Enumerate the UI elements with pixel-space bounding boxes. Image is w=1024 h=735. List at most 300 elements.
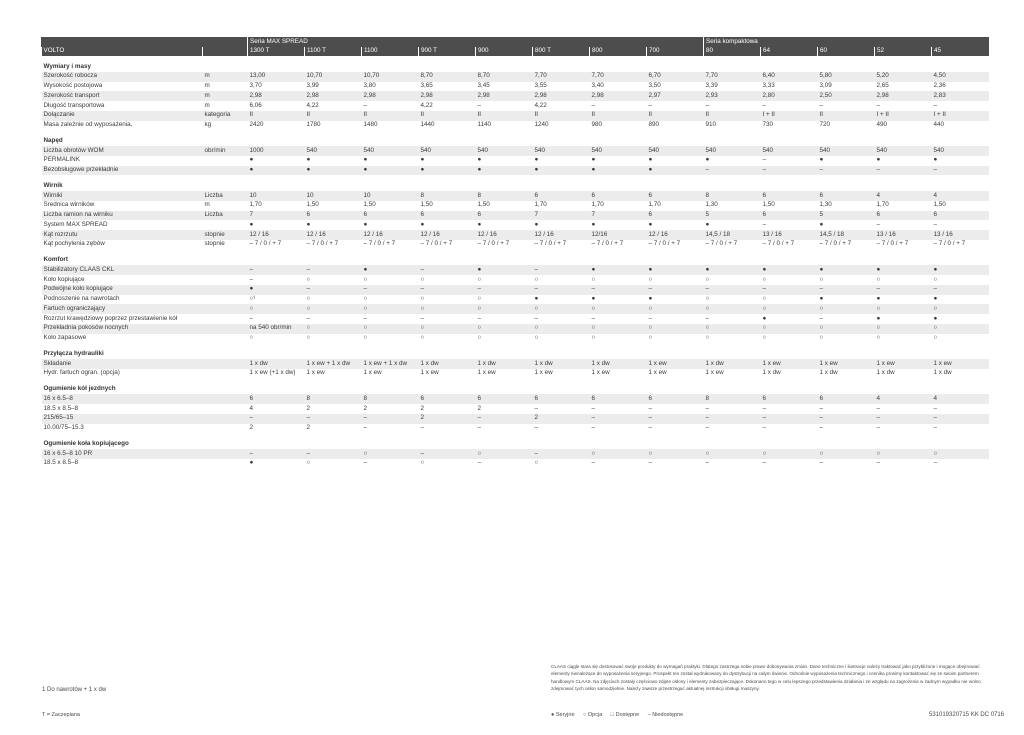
disclaimer: CLAAS ciągle stara się dostosować swoje produkty do wymagań praktyki. Dlatego zastrzega sobie prawo dokonywania zmian. Dane techniczne i ilustracje należy traktować jako przybliżone i mogące obejmować elementy nienależące do wyposażenia seryjnego. Prospekt ten został wydrukowany do dystrybucji na całym świecie. Odnośnie wyposażenia technicznego i cennika prosimy kontaktować się ze swoim partnerem handlowym CLAAS. Na zdjęciach zostały częściowo zdjęte osłony i elementy zabezpieczające. Dokonano tego w celu lepszego przedstawienia działania i ze względu na zagrożenia w żadnym wypadku nie wolno zdejmować tych osłon samodzielnie. Należy zawsze przestrzegać aktualnej instrukcji obsługi maszyny. <box>551 664 981 692</box>
row-value: 720 <box>818 121 875 131</box>
row-value: ● <box>875 156 932 166</box>
row-value: ○ <box>590 334 647 344</box>
row-value: 1 x ew <box>932 359 989 369</box>
row-value: ○ <box>761 449 818 459</box>
table-row <box>42 111 989 121</box>
row-unit <box>203 295 248 305</box>
footnote: 1 Do nawrotów + 1 x dw <box>42 687 107 693</box>
row-value: ○ <box>647 334 704 344</box>
row-value: 890 <box>647 121 704 131</box>
model-header: 60 <box>818 47 875 57</box>
row-value: 2,98 <box>590 91 647 101</box>
row-value: – 7 / 0 / + 7 <box>362 240 419 250</box>
model-header: 1300 T <box>248 47 305 57</box>
row-value: 540 <box>647 146 704 156</box>
row-value: 6 <box>647 191 704 201</box>
row-value: 1 x dw <box>590 359 647 369</box>
row-value: 6 <box>305 211 362 221</box>
row-value: ● <box>932 314 989 324</box>
row-unit: m <box>203 72 248 82</box>
row-value: ○ <box>476 304 533 314</box>
row-value: ○ <box>932 275 989 285</box>
row-value: 12 / 16 <box>476 230 533 240</box>
table-row <box>42 285 989 295</box>
row-value: 6 <box>476 211 533 221</box>
row-value: ● <box>932 265 989 275</box>
row-value: 4 <box>932 394 989 404</box>
row-value: ● <box>419 220 476 230</box>
row-value: 910 <box>704 121 761 131</box>
row-value: II <box>419 111 476 121</box>
row-value: – 7 / 0 / + 7 <box>590 240 647 250</box>
row-value: ○ <box>932 304 989 314</box>
row-value: 1 x ew + 1 x dw <box>362 359 419 369</box>
row-value: 1,50 <box>932 201 989 211</box>
row-value: 7,70 <box>590 72 647 82</box>
row-value: ● <box>761 265 818 275</box>
row-value: 6 <box>761 211 818 221</box>
section-title-row <box>42 349 989 359</box>
row-value: ○ <box>419 324 476 334</box>
table-row <box>42 324 989 334</box>
row-value: 3,09 <box>818 82 875 92</box>
row-value: na 540 obr/min <box>248 324 305 334</box>
row-value: – <box>248 275 305 285</box>
row-value: 1 x ew <box>704 369 761 379</box>
row-unit <box>203 359 248 369</box>
row-value: ○ <box>305 324 362 334</box>
row-value: 2420 <box>248 121 305 131</box>
row-value: 1 x dw <box>476 359 533 369</box>
row-value: 1,50 <box>761 201 818 211</box>
row-unit <box>203 369 248 379</box>
row-value: ● <box>818 295 875 305</box>
row-value: ● <box>533 166 590 176</box>
row-value: – <box>533 314 590 324</box>
row-value: 730 <box>761 121 818 131</box>
row-value: 1480 <box>362 121 419 131</box>
row-value: 3,39 <box>704 82 761 92</box>
row-value: 540 <box>305 146 362 156</box>
row-value: 7,70 <box>704 72 761 82</box>
row-value: II <box>647 111 704 121</box>
row-value: ○ <box>362 324 419 334</box>
row-value: ○ <box>590 324 647 334</box>
row-value: – <box>305 265 362 275</box>
row-value: 1240 <box>533 121 590 131</box>
row-value: 13 / 16 <box>875 230 932 240</box>
row-value: 12/16 <box>590 230 647 240</box>
model-header: 700 <box>647 47 704 57</box>
row-value: 1,50 <box>476 201 533 211</box>
row-value: ● <box>533 220 590 230</box>
table-row <box>42 201 989 211</box>
row-value: 5 <box>704 211 761 221</box>
series-header-row <box>42 37 989 47</box>
row-value: ○ <box>476 275 533 285</box>
row-value: 6 <box>647 394 704 404</box>
row-value: – <box>590 101 647 111</box>
row-value: 6 <box>761 191 818 201</box>
row-value: – <box>704 424 761 434</box>
row-value: – <box>476 285 533 295</box>
row-value: ● <box>647 166 704 176</box>
row-value: ○ <box>419 275 476 285</box>
row-value: – <box>248 314 305 324</box>
row-value: ○ <box>875 304 932 314</box>
row-value: ○ <box>590 304 647 314</box>
table-row <box>42 211 989 221</box>
row-value: – <box>419 285 476 295</box>
row-unit <box>203 265 248 275</box>
row-value: – <box>647 404 704 414</box>
row-value: 540 <box>875 146 932 156</box>
row-label: 16 x 6.5–8 10 PR <box>42 449 203 459</box>
row-value: 6 <box>419 394 476 404</box>
row-value: – <box>932 424 989 434</box>
row-value: ● <box>305 156 362 166</box>
row-value: 4,22 <box>419 101 476 111</box>
row-value: 6 <box>590 191 647 201</box>
row-value: 8 <box>362 394 419 404</box>
row-value: – <box>875 101 932 111</box>
row-value: – <box>533 449 590 459</box>
row-value: – 7 / 0 / + 7 <box>533 240 590 250</box>
row-value: – <box>761 424 818 434</box>
row-value: 10,70 <box>305 72 362 82</box>
row-label: Przekładnia pokosów nocnych <box>42 324 203 334</box>
row-value: 6,70 <box>647 72 704 82</box>
row-value: – <box>419 424 476 434</box>
row-value: – <box>533 285 590 295</box>
table-row <box>42 295 989 305</box>
row-value: ○ <box>761 295 818 305</box>
row-value: ○ <box>818 324 875 334</box>
row-unit: m <box>203 201 248 211</box>
row-value: 2 <box>305 404 362 414</box>
model-header: 1100 T <box>305 47 362 57</box>
series-kompakt: Seria kompaktowa <box>704 37 989 47</box>
row-value: ○ <box>362 295 419 305</box>
row-value: 8 <box>305 394 362 404</box>
row-label: 215/65–15 <box>42 414 203 424</box>
row-value: 1,50 <box>362 201 419 211</box>
row-value: ● <box>419 166 476 176</box>
row-value: 540 <box>818 146 875 156</box>
legend <box>551 712 690 718</box>
row-value: 2 <box>419 414 476 424</box>
table-row <box>42 240 989 250</box>
row-unit: kg <box>203 121 248 131</box>
row-value: ● <box>248 166 305 176</box>
section-title-row <box>42 181 989 191</box>
row-value: 1,50 <box>305 201 362 211</box>
row-value: ○ <box>875 334 932 344</box>
row-value: 10 <box>362 191 419 201</box>
row-value: 4,22 <box>533 101 590 111</box>
row-value: 1 x dw <box>533 359 590 369</box>
row-label: Fartuch ograniczający <box>42 304 203 314</box>
section-title: Ogumienie koła kopiującego <box>43 439 129 447</box>
row-value: – <box>704 404 761 414</box>
row-value: ● <box>647 265 704 275</box>
row-value: ○ <box>818 449 875 459</box>
row-value: 2 <box>305 424 362 434</box>
row-value: ○ <box>818 334 875 344</box>
row-value: 2,98 <box>248 91 305 101</box>
table-row <box>42 459 989 469</box>
row-value: 12 / 16 <box>248 230 305 240</box>
row-value: ● <box>704 156 761 166</box>
row-value: ● <box>818 156 875 166</box>
row-value: ● <box>761 314 818 324</box>
row-value: – <box>875 220 932 230</box>
row-value: ○ <box>647 324 704 334</box>
row-value: – 7 / 0 / + 7 <box>647 240 704 250</box>
table-row <box>42 82 989 92</box>
row-value: ● <box>875 265 932 275</box>
row-value: ○ <box>704 334 761 344</box>
row-value: 4 <box>248 404 305 414</box>
row-value: 6,06 <box>248 101 305 111</box>
section-title-row <box>42 385 989 395</box>
row-value: – <box>533 404 590 414</box>
row-unit <box>203 404 248 414</box>
row-value: 540 <box>590 146 647 156</box>
section-title-row <box>42 62 989 72</box>
row-value: – <box>704 101 761 111</box>
row-value: ● <box>362 166 419 176</box>
row-value: 1 x ew <box>647 359 704 369</box>
row-value: 12 / 16 <box>305 230 362 240</box>
row-value: – <box>590 314 647 324</box>
row-value: 6 <box>248 394 305 404</box>
row-value: II <box>704 111 761 121</box>
row-value: 6 <box>647 211 704 221</box>
row-value: ○ <box>533 304 590 314</box>
row-value: 14,5 / 18 <box>704 230 761 240</box>
row-value: 540 <box>533 146 590 156</box>
row-value: 2 <box>248 424 305 434</box>
row-value: – <box>818 285 875 295</box>
row-value: 4,50 <box>932 72 989 82</box>
row-value: – 7 / 0 / + 7 <box>932 240 989 250</box>
row-value: 2,83 <box>932 91 989 101</box>
row-value: – <box>362 414 419 424</box>
row-value: 6 <box>533 191 590 201</box>
row-label: System MAX SPREAD <box>42 220 203 230</box>
row-value: – <box>533 424 590 434</box>
row-value: I + II <box>875 111 932 121</box>
row-value: ○ <box>362 449 419 459</box>
table-row <box>42 101 989 111</box>
row-value: II <box>362 111 419 121</box>
row-unit <box>203 324 248 334</box>
row-value: – <box>818 414 875 424</box>
row-value: 1 x dw <box>248 359 305 369</box>
row-value: 1,70 <box>590 201 647 211</box>
row-value: – <box>818 314 875 324</box>
row-value: 8 <box>419 191 476 201</box>
row-unit: Liczba <box>203 211 248 221</box>
row-value: – <box>647 314 704 324</box>
row-value: ● <box>476 166 533 176</box>
row-value: ● <box>362 220 419 230</box>
model-header: 1100 <box>362 47 419 57</box>
row-value: – <box>875 459 932 469</box>
row-value: – <box>647 459 704 469</box>
row-value: – 7 / 0 / + 7 <box>305 240 362 250</box>
row-value: – 7 / 0 / + 7 <box>875 240 932 250</box>
row-value: 2,97 <box>647 91 704 101</box>
row-unit <box>203 394 248 404</box>
model-header: 800 <box>590 47 647 57</box>
section-title-row <box>42 439 989 449</box>
row-value: – <box>875 414 932 424</box>
row-value: ○ <box>818 275 875 285</box>
model-header: 900 <box>476 47 533 57</box>
model-header: 80 <box>704 47 761 57</box>
row-value: ● <box>362 265 419 275</box>
row-value: ● <box>590 220 647 230</box>
row-label: Koło zapasowe <box>42 334 203 344</box>
row-value: – <box>248 265 305 275</box>
row-label: Wysokość postojowa <box>42 82 203 92</box>
row-value: 1 x ew <box>818 359 875 369</box>
row-value: – <box>761 285 818 295</box>
row-value: 2,98 <box>533 91 590 101</box>
row-value: – <box>818 101 875 111</box>
series-max-spread: Seria MAX SPREAD <box>248 37 704 47</box>
row-label: 18.5 x 8.5–8 <box>42 404 203 414</box>
row-value: – <box>362 285 419 295</box>
row-value: ● <box>248 459 305 469</box>
table-row <box>42 404 989 414</box>
row-value: – <box>704 166 761 176</box>
row-value: 5,80 <box>818 72 875 82</box>
row-value: 2,80 <box>761 91 818 101</box>
row-value: – <box>932 404 989 414</box>
row-label: Szerokość robocza <box>42 72 203 82</box>
row-value: 540 <box>932 146 989 156</box>
row-value: – <box>761 166 818 176</box>
row-value: ○ <box>305 304 362 314</box>
row-value: 1 x ew + 1 x dw <box>305 359 362 369</box>
row-value: – 7 / 0 / + 7 <box>248 240 305 250</box>
row-value: ● <box>248 220 305 230</box>
table-row <box>42 304 989 314</box>
row-value: 2,98 <box>305 91 362 101</box>
row-value: II <box>533 111 590 121</box>
row-value: ○ <box>875 324 932 334</box>
row-value: 10 <box>305 191 362 201</box>
row-value: 13 / 16 <box>932 230 989 240</box>
row-value: ○ <box>305 459 362 469</box>
row-value: 1 x ew <box>305 369 362 379</box>
row-label: Kąt pochylenia zębów <box>42 240 203 250</box>
row-label: PERMALINK <box>42 156 203 166</box>
row-value: – <box>761 101 818 111</box>
row-value: ○ <box>761 324 818 334</box>
row-value: 1780 <box>305 121 362 131</box>
row-unit: obr/min <box>203 146 248 156</box>
row-value: 6 <box>875 211 932 221</box>
row-value: ○ <box>761 334 818 344</box>
row-unit <box>203 334 248 344</box>
row-value: – 7 / 0 / + 7 <box>419 240 476 250</box>
row-value: – <box>704 459 761 469</box>
row-value: 8 <box>704 191 761 201</box>
row-label: Liczba ramion na wirniku <box>42 211 203 221</box>
row-value: – <box>818 459 875 469</box>
row-value: – <box>590 459 647 469</box>
row-unit <box>203 414 248 424</box>
row-value: – <box>875 424 932 434</box>
row-value: – <box>476 424 533 434</box>
row-value: – <box>761 414 818 424</box>
header-blank <box>42 37 248 47</box>
row-value: ● <box>647 156 704 166</box>
row-value: 1 x ew <box>647 369 704 379</box>
row-label: Wirniki <box>42 191 203 201</box>
row-value: 6 <box>476 394 533 404</box>
row-value: ○ <box>590 275 647 285</box>
row-value: ● <box>647 220 704 230</box>
row-value: ● <box>875 314 932 324</box>
row-value: – <box>932 414 989 424</box>
volto-label: VOLTO <box>42 47 203 57</box>
row-value: – <box>761 156 818 166</box>
row-value: 7,70 <box>533 72 590 82</box>
row-value: – <box>419 314 476 324</box>
row-value: – <box>875 166 932 176</box>
row-value: – <box>476 101 533 111</box>
document-id: 531019320715 KK DC 0716 <box>929 712 1005 718</box>
row-value: – <box>761 404 818 414</box>
row-value: 540 <box>362 146 419 156</box>
table-row <box>42 121 989 131</box>
row-value: ○ <box>704 304 761 314</box>
row-label: Podnoszenie na nawrotach <box>42 295 203 305</box>
row-value: II <box>818 111 875 121</box>
model-header: 64 <box>761 47 818 57</box>
row-value: ● <box>818 220 875 230</box>
row-value: 540 <box>419 146 476 156</box>
row-unit <box>203 459 248 469</box>
row-value: – <box>533 265 590 275</box>
row-value: ● <box>533 295 590 305</box>
row-value: ○ <box>362 275 419 285</box>
row-value: – <box>248 449 305 459</box>
row-value: ● <box>248 285 305 295</box>
row-value: ○ <box>932 324 989 334</box>
legend-unavailable: – Niedostępne <box>647 712 684 718</box>
row-value: – <box>419 449 476 459</box>
row-unit <box>203 304 248 314</box>
row-value: 2,98 <box>419 91 476 101</box>
row-value: 3,65 <box>419 82 476 92</box>
row-value: 540 <box>761 146 818 156</box>
row-value: ○ <box>419 304 476 314</box>
row-unit <box>203 275 248 285</box>
row-value: 2,98 <box>362 91 419 101</box>
table-row <box>42 414 989 424</box>
row-value: – <box>476 314 533 324</box>
row-value: ● <box>647 295 704 305</box>
section-title: Ogumienie kół jezdnych <box>43 385 116 393</box>
row-value: ● <box>932 295 989 305</box>
section-title: Wymiary i masy <box>43 62 91 70</box>
